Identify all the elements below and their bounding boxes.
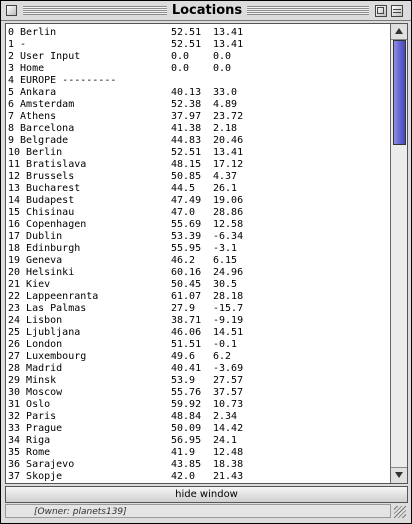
location-longitude: 13.41 [213, 39, 244, 50]
location-latitude: 49.6 [171, 351, 196, 362]
scroll-up-arrow-icon[interactable] [391, 24, 407, 40]
location-longitude: 12.58 [213, 219, 244, 230]
location-latitude: 59.92 [171, 399, 202, 410]
location-latitude: 53.39 [171, 231, 202, 242]
location-name: 8 Barcelona [8, 123, 75, 134]
location-latitude: 47.49 [171, 195, 202, 206]
location-longitude: 28.86 [213, 207, 244, 218]
location-latitude: 27.9 [171, 303, 196, 314]
location-name: 11 Bratislava [8, 159, 87, 170]
location-latitude: 47.0 [171, 207, 196, 218]
location-name: 23 Las Palmas [8, 303, 87, 314]
location-name: 35 Rome [8, 447, 51, 458]
location-longitude: 17.12 [213, 159, 244, 170]
location-name: 1 - [8, 39, 27, 50]
location-longitude: 19.06 [213, 195, 244, 206]
location-latitude: 48.84 [171, 411, 202, 422]
location-longitude: -3.69 [213, 363, 244, 374]
location-longitude: 27.57 [213, 375, 244, 386]
close-box-icon[interactable] [6, 5, 17, 16]
location-name: 19 Geneva [8, 255, 63, 266]
location-latitude: 38.71 [171, 315, 202, 326]
location-name: 37 Skopje [8, 471, 63, 482]
location-name: 6 Amsterdam [8, 99, 75, 110]
location-latitude: 50.85 [171, 171, 202, 182]
location-name: 18 Edinburgh [8, 243, 81, 254]
location-longitude: 24.1 [213, 435, 238, 446]
location-name: 13 Bucharest [8, 183, 81, 194]
location-longitude: 6.2 [213, 351, 232, 362]
location-name: 2 User Input [8, 51, 81, 62]
location-longitude: -15.7 [213, 303, 244, 314]
location-latitude: 40.13 [171, 87, 202, 98]
vertical-scrollbar[interactable] [390, 24, 407, 483]
location-longitude: 4.89 [213, 99, 238, 110]
location-name: 33 Prague [8, 423, 63, 434]
location-name: 32 Paris [8, 411, 57, 422]
location-latitude: 41.38 [171, 123, 202, 134]
location-name: 22 Lappeenranta [8, 291, 99, 302]
location-latitude: 43.85 [171, 459, 202, 470]
location-name: 4 EUROPE --------- [8, 75, 117, 86]
location-name: 36 Sarajevo [8, 459, 75, 470]
location-longitude: 20.46 [213, 135, 244, 146]
location-latitude: 0.0 [171, 51, 190, 62]
location-longitude: 4.37 [213, 171, 238, 182]
location-latitude: 44.83 [171, 135, 202, 146]
location-longitude: 13.41 [213, 27, 244, 38]
location-name: 29 Minsk [8, 375, 57, 386]
location-latitude: 52.51 [171, 147, 202, 158]
location-longitude: 37.57 [213, 387, 244, 398]
location-latitude: 37.97 [171, 111, 202, 122]
zoom-box-icon[interactable] [375, 5, 387, 17]
location-longitude: 6.15 [213, 255, 238, 266]
location-longitude: 26.1 [213, 183, 238, 194]
location-latitude: 44.5 [171, 183, 196, 194]
locations-list[interactable] [6, 24, 389, 483]
location-longitude: 0.0 [213, 51, 232, 62]
location-name: 30 Moscow [8, 387, 63, 398]
location-longitude: 24.96 [213, 267, 244, 278]
location-name: 7 Athens [8, 111, 57, 122]
location-name: 14 Budapest [8, 195, 75, 206]
location-name: 26 London [8, 339, 63, 350]
location-name: 21 Kiev [8, 279, 51, 290]
title-bar-stripes-left [23, 6, 167, 15]
hide-window-button[interactable]: hide window [5, 486, 408, 503]
location-longitude: 14.42 [213, 423, 244, 434]
location-latitude: 55.95 [171, 243, 202, 254]
location-latitude: 50.09 [171, 423, 202, 434]
location-latitude: 51.51 [171, 339, 202, 350]
location-name: 15 Chisinau [8, 207, 75, 218]
location-latitude: 60.16 [171, 267, 202, 278]
location-longitude: 2.18 [213, 123, 238, 134]
location-longitude: 18.38 [213, 459, 244, 470]
location-name: 24 Lisbon [8, 315, 63, 326]
title-bar[interactable] [1, 1, 411, 21]
location-longitude: 28.18 [213, 291, 244, 302]
location-name: 10 Berlin [8, 147, 63, 158]
location-name: 0 Berlin [8, 27, 57, 38]
location-latitude: 55.69 [171, 219, 202, 230]
location-latitude: 56.95 [171, 435, 202, 446]
location-name: 25 Ljubljana [8, 327, 81, 338]
location-longitude: 13.41 [213, 147, 244, 158]
location-name: 27 Luxembourg [8, 351, 87, 362]
location-name: 3 Home [8, 63, 45, 74]
location-name: 34 Riga [8, 435, 51, 446]
location-latitude: 53.9 [171, 375, 196, 386]
location-longitude: 21.43 [213, 471, 244, 482]
location-name: 31 Oslo [8, 399, 51, 410]
location-longitude: -3.1 [213, 243, 238, 254]
location-longitude: 2.34 [213, 411, 238, 422]
resize-grip-icon[interactable] [394, 506, 406, 518]
location-latitude: 42.0 [171, 471, 196, 482]
scroll-thumb[interactable] [393, 40, 406, 145]
location-longitude: 23.72 [213, 111, 244, 122]
location-name: 28 Madrid [8, 363, 63, 374]
location-latitude: 48.15 [171, 159, 202, 170]
location-latitude: 52.51 [171, 27, 202, 38]
collapse-box-icon[interactable] [391, 5, 403, 17]
title-bar-stripes-right [247, 6, 369, 15]
location-latitude: 41.9 [171, 447, 196, 458]
location-longitude: 30.5 [213, 279, 238, 290]
location-longitude: -0.1 [213, 339, 238, 350]
location-latitude: 52.38 [171, 99, 202, 110]
location-latitude: 50.45 [171, 279, 202, 290]
owner-status-bar: [Owner: planets139] [5, 504, 391, 518]
location-latitude: 61.07 [171, 291, 202, 302]
locations-list-frame [5, 23, 408, 484]
window-title: Locations [167, 2, 247, 19]
location-name: 5 Ankara [8, 87, 57, 98]
location-longitude: 10.73 [213, 399, 244, 410]
location-longitude: 12.48 [213, 447, 244, 458]
location-latitude: 52.51 [171, 39, 202, 50]
location-latitude: 55.76 [171, 387, 202, 398]
location-name: 9 Belgrade [8, 135, 69, 146]
location-longitude: 0.0 [213, 63, 232, 74]
location-name: 16 Copenhagen [8, 219, 87, 230]
location-longitude: 33.0 [213, 87, 238, 98]
location-latitude: 46.06 [171, 327, 202, 338]
location-latitude: 46.2 [171, 255, 196, 266]
location-latitude: 0.0 [171, 63, 190, 74]
location-name: 20 Helsinki [8, 267, 75, 278]
location-name: 17 Dublin [8, 231, 63, 242]
location-longitude: -9.19 [213, 315, 244, 326]
location-longitude: 14.51 [213, 327, 244, 338]
location-name: 12 Brussels [8, 171, 75, 182]
location-longitude: -6.34 [213, 231, 244, 242]
scroll-down-arrow-icon[interactable] [391, 467, 407, 483]
location-latitude: 40.41 [171, 363, 202, 374]
